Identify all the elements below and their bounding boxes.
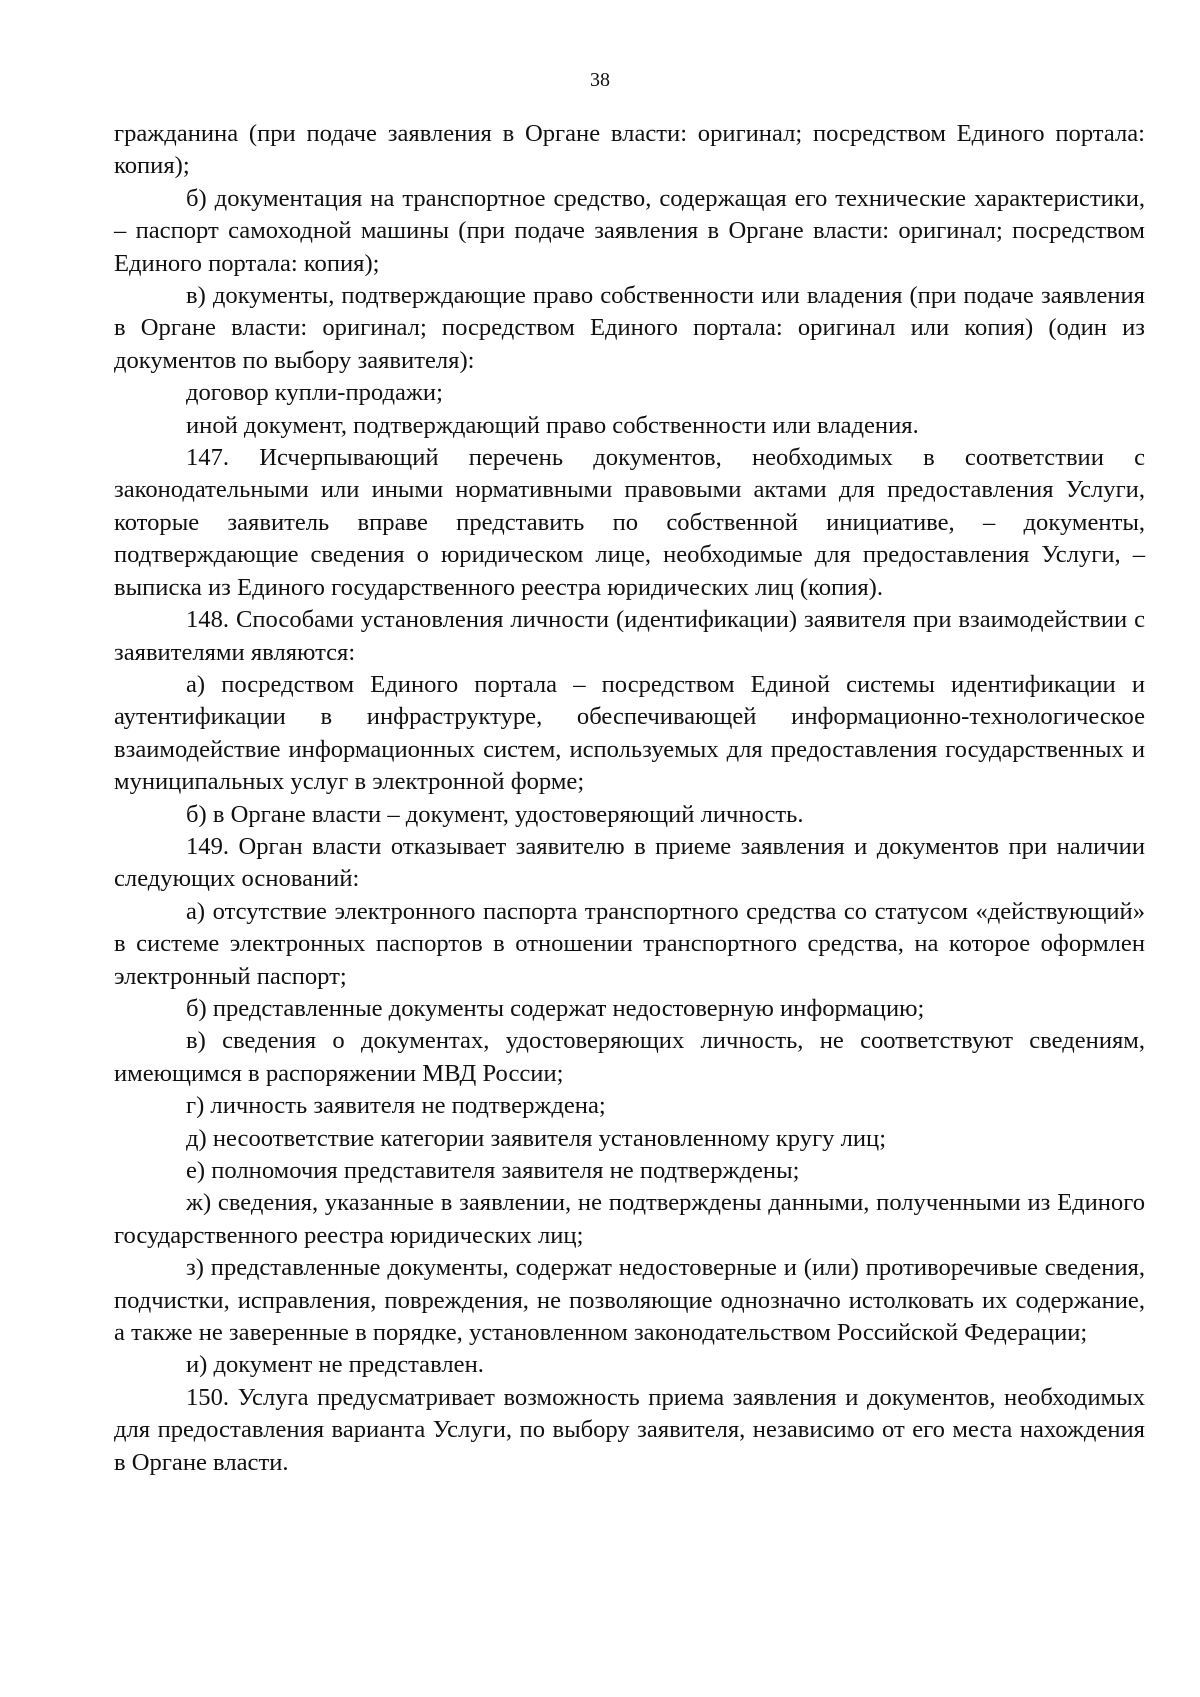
clause-148: 148. Способами установления личности (идентификации) заявителя при взаимодействии с заявителями являются: bbox=[114, 606, 1145, 666]
clause-149-item-d: д) несоответствие категории заявителя установленному кругу лиц; bbox=[186, 1124, 887, 1152]
clause-149-item-b: б) представленные документы содержат недостоверную информацию; bbox=[186, 994, 925, 1022]
clause-148-item-a: а) посредством Единого портала – посредством Единой системы идентификации и аутентификации в инфраструктуре, обеспечивающей информационно-технологическое взаимодействие информационных систем, используемых для предоставления государственных и муниципальных услуг в электронной форме; bbox=[114, 670, 1145, 796]
page-number: 38 bbox=[590, 69, 610, 91]
list-item-sale-contract: договор купли-продажи; bbox=[186, 379, 443, 407]
document-body bbox=[114, 118, 1145, 1479]
clause-149-item-zh: ж) сведения, указанные в заявлении, не подтверждены данными, полученными из Единого государственного реестра юридических лиц; bbox=[114, 1189, 1145, 1249]
list-item-other-ownership-doc: иной документ, подтверждающий право собственности или владения. bbox=[186, 411, 919, 439]
clause-149-item-g: г) личность заявителя не подтверждена; bbox=[186, 1092, 606, 1120]
clause-150: 150. Услуга предусматривает возможность приема заявления и документов, необходимых для предоставления варианта Услуги, по выбору заявителя, независимо от его места нахождения в Органе власти. bbox=[114, 1383, 1145, 1476]
clause-149: 149. Орган власти отказывает заявителю в приеме заявления и документов при наличии следующих оснований: bbox=[114, 832, 1145, 893]
clause-149-item-v: в) сведения о документах, удостоверяющих личность, не соответствуют сведениям, имеющимся в распоряжении МВД России; bbox=[114, 1027, 1145, 1087]
list-item-b-vehicle-docs: б) документация на транспортное средство, содержащая его технические характеристики, – паспорт самоходной машины (при подаче заявления в Органе власти: оригинал; посредством Единого портала: копия); bbox=[114, 184, 1145, 277]
clause-147: 147. Исчерпывающий перечень документов, необходимых в соответствии с законодательными или иными нормативными правовыми актами для предоставления Услуги, которые заявитель вправе представить по собственной инициативе, – документы, подтверждающие сведения о юридическом лице, необходимые для предоставления Услуги, – выписка из Единого государственного реестра юридических лиц (копия). bbox=[114, 444, 1145, 601]
clause-149-item-e: е) полномочия представителя заявителя не подтверждены; bbox=[186, 1157, 800, 1184]
clause-149-item-z: з) представленные документы, содержат недостоверные и (или) противоречивые сведения, подчистки, исправления, повреждения, не позволяющие однозначно истолковать их содержание, а также не заверенные в порядке, установленном законодательством Российской Федерации; bbox=[114, 1254, 1145, 1347]
paragraph-continuation: гражданина (при подаче заявления в Органе власти: оригинал; посредством Единого портала: копия); bbox=[114, 120, 1145, 180]
clause-148-item-b: б) в Органе власти – документ, удостоверяющий личность. bbox=[186, 800, 804, 828]
clause-149-item-a: а) отсутствие электронного паспорта транспортного средства со статусом «действующий» в системе электронных паспортов в отношении транспортного средства, на которое оформлен электронный паспорт; bbox=[114, 897, 1145, 990]
clause-149-item-i: и) документ не представлен. bbox=[186, 1351, 484, 1379]
list-item-v-ownership-docs: в) документы, подтверждающие право собственности или владения (при подаче заявления в Органе власти: оригинал; посредством Единого портала: оригинал или копия) (один из документов по выбору заявителя): bbox=[114, 282, 1145, 374]
